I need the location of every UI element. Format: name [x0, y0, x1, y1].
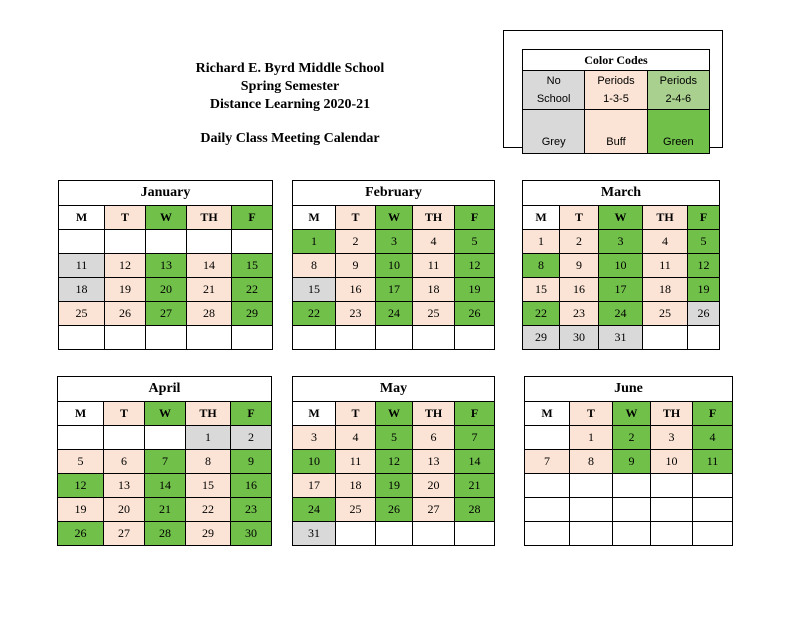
weekday-header: F — [455, 206, 495, 230]
day-cell: 2 — [231, 426, 272, 450]
day-cell — [376, 326, 413, 350]
day-cell: 5 — [376, 426, 413, 450]
day-cell — [413, 326, 455, 350]
day-cell: 31 — [293, 522, 336, 546]
day-cell: 28 — [187, 302, 232, 326]
calendar-january — [58, 180, 273, 350]
day-cell — [232, 230, 273, 254]
day-cell: 18 — [336, 474, 376, 498]
month-title: January — [59, 181, 273, 206]
weekday-header: TH — [187, 206, 232, 230]
day-cell: 10 — [293, 450, 336, 474]
week-row — [293, 474, 495, 498]
day-cell: 18 — [643, 278, 688, 302]
day-cell: 20 — [146, 278, 187, 302]
day-cell — [455, 326, 495, 350]
day-cell: 19 — [455, 278, 495, 302]
day-cell: 18 — [59, 278, 105, 302]
day-cell — [376, 522, 413, 546]
day-cell: 1 — [186, 426, 231, 450]
day-cell — [59, 326, 105, 350]
weekday-header: TH — [651, 402, 693, 426]
weekday-header: W — [599, 206, 643, 230]
legend-grey-line2: School — [536, 93, 571, 105]
day-cell — [105, 326, 146, 350]
day-cell: 24 — [599, 302, 643, 326]
day-cell: 25 — [413, 302, 455, 326]
day-cell: 4 — [413, 230, 455, 254]
month-title: June — [525, 377, 733, 402]
day-cell — [613, 474, 651, 498]
month-title: February — [293, 181, 495, 206]
legend-title: Color Codes — [523, 50, 710, 71]
semester-label: Spring Semester — [240, 79, 340, 94]
calendar-title: Daily Class Meeting Calendar — [200, 131, 380, 146]
day-cell: 8 — [523, 254, 560, 278]
day-cell: 3 — [651, 426, 693, 450]
day-cell — [293, 326, 336, 350]
day-cell: 6 — [104, 450, 145, 474]
weekday-header: M — [58, 402, 104, 426]
day-cell: 7 — [455, 426, 495, 450]
day-cell: 24 — [376, 302, 413, 326]
week-row — [525, 498, 733, 522]
weekday-header: M — [293, 402, 336, 426]
weekday-header: T — [336, 402, 376, 426]
day-cell: 12 — [455, 254, 495, 278]
day-cell: 3 — [599, 230, 643, 254]
week-row — [59, 278, 273, 302]
weekday-header: W — [376, 402, 413, 426]
day-cell: 15 — [523, 278, 560, 302]
day-cell — [145, 426, 186, 450]
weekday-header: M — [523, 206, 560, 230]
day-cell: 8 — [186, 450, 231, 474]
weekday-header: T — [570, 402, 613, 426]
day-cell: 16 — [560, 278, 599, 302]
week-row — [59, 230, 273, 254]
day-cell — [643, 326, 688, 350]
color-codes-legend — [503, 30, 723, 148]
week-row — [523, 326, 720, 350]
program-label: Distance Learning 2020-21 — [209, 97, 371, 112]
day-cell: 7 — [145, 450, 186, 474]
day-cell: 14 — [455, 450, 495, 474]
week-row — [59, 302, 273, 326]
day-cell: 29 — [523, 326, 560, 350]
calendar-march — [522, 180, 720, 350]
day-cell: 26 — [455, 302, 495, 326]
legend-buff-swatch: Buff — [585, 110, 647, 154]
day-cell: 11 — [336, 450, 376, 474]
week-row — [293, 326, 495, 350]
day-cell: 29 — [186, 522, 231, 546]
day-cell: 1 — [570, 426, 613, 450]
day-cell: 22 — [186, 498, 231, 522]
day-cell: 22 — [523, 302, 560, 326]
day-cell: 13 — [413, 450, 455, 474]
day-cell — [693, 474, 733, 498]
weekday-header: F — [232, 206, 273, 230]
day-cell: 2 — [560, 230, 599, 254]
day-cell: 15 — [293, 278, 336, 302]
day-cell — [146, 230, 187, 254]
week-row — [293, 254, 495, 278]
weekday-header: M — [293, 206, 336, 230]
day-cell — [570, 522, 613, 546]
week-row — [58, 450, 272, 474]
week-row — [523, 278, 720, 302]
day-cell — [570, 498, 613, 522]
day-cell: 10 — [651, 450, 693, 474]
day-cell — [58, 426, 104, 450]
weekday-header: TH — [413, 402, 455, 426]
day-cell — [59, 230, 105, 254]
weekday-header: W — [613, 402, 651, 426]
day-cell: 4 — [336, 426, 376, 450]
day-cell: 20 — [104, 498, 145, 522]
legend-buff-line1: Periods — [597, 75, 635, 87]
day-cell: 30 — [560, 326, 599, 350]
weekday-header: M — [525, 402, 570, 426]
day-cell — [232, 326, 273, 350]
week-row — [58, 498, 272, 522]
day-cell: 12 — [688, 254, 720, 278]
day-cell — [146, 326, 187, 350]
day-cell: 5 — [58, 450, 104, 474]
day-cell: 13 — [146, 254, 187, 278]
week-row — [293, 498, 495, 522]
legend-green-swatch: Green — [647, 110, 709, 154]
day-cell: 1 — [293, 230, 336, 254]
weekday-header: W — [376, 206, 413, 230]
school-name: Richard E. Byrd Middle School — [195, 61, 385, 76]
day-cell: 22 — [293, 302, 336, 326]
weekday-header: T — [104, 402, 145, 426]
day-cell: 21 — [145, 498, 186, 522]
day-cell — [651, 522, 693, 546]
day-cell: 31 — [599, 326, 643, 350]
week-row — [525, 522, 733, 546]
month-title: May — [293, 377, 495, 402]
week-row — [59, 254, 273, 278]
day-cell: 17 — [376, 278, 413, 302]
day-cell — [525, 498, 570, 522]
day-cell — [613, 498, 651, 522]
day-cell — [455, 522, 495, 546]
weekday-header: T — [560, 206, 599, 230]
day-cell: 28 — [455, 498, 495, 522]
week-row — [293, 302, 495, 326]
legend-buff-line2: 1-3-5 — [603, 93, 629, 105]
day-cell: 17 — [293, 474, 336, 498]
day-cell: 23 — [560, 302, 599, 326]
week-row — [293, 230, 495, 254]
day-cell: 19 — [376, 474, 413, 498]
week-row — [525, 450, 733, 474]
title-block — [170, 60, 410, 148]
week-row — [58, 474, 272, 498]
day-cell: 23 — [231, 498, 272, 522]
day-cell: 27 — [104, 522, 145, 546]
day-cell: 23 — [336, 302, 376, 326]
day-cell: 29 — [232, 302, 273, 326]
legend-green-line1: Periods — [659, 75, 697, 87]
week-row — [523, 302, 720, 326]
week-row — [293, 426, 495, 450]
day-cell — [651, 498, 693, 522]
legend-grey-swatch: Grey — [523, 110, 585, 154]
day-cell — [187, 230, 232, 254]
day-cell: 14 — [145, 474, 186, 498]
day-cell: 3 — [376, 230, 413, 254]
legend-green-desc — [647, 71, 709, 110]
day-cell — [104, 426, 145, 450]
weekday-header: T — [336, 206, 376, 230]
day-cell: 26 — [376, 498, 413, 522]
day-cell: 11 — [413, 254, 455, 278]
day-cell: 9 — [560, 254, 599, 278]
day-cell: 26 — [688, 302, 720, 326]
day-cell — [688, 326, 720, 350]
month-title: March — [523, 181, 720, 206]
week-row — [525, 474, 733, 498]
day-cell: 10 — [376, 254, 413, 278]
day-cell — [336, 326, 376, 350]
day-cell — [613, 522, 651, 546]
day-cell: 15 — [232, 254, 273, 278]
day-cell — [105, 230, 146, 254]
week-row — [58, 426, 272, 450]
legend-grey-line1: No — [546, 75, 561, 87]
day-cell: 3 — [293, 426, 336, 450]
day-cell: 19 — [58, 498, 104, 522]
day-cell: 14 — [187, 254, 232, 278]
day-cell: 8 — [293, 254, 336, 278]
day-cell: 21 — [187, 278, 232, 302]
weekday-header: F — [693, 402, 733, 426]
weekday-header: M — [59, 206, 105, 230]
calendar-june — [524, 376, 733, 546]
day-cell — [570, 474, 613, 498]
weekday-header: F — [231, 402, 272, 426]
day-cell: 9 — [613, 450, 651, 474]
week-row — [523, 230, 720, 254]
day-cell: 2 — [613, 426, 651, 450]
day-cell — [187, 326, 232, 350]
day-cell: 19 — [105, 278, 146, 302]
week-row — [58, 522, 272, 546]
day-cell: 15 — [186, 474, 231, 498]
day-cell: 22 — [232, 278, 273, 302]
weekday-header: T — [105, 206, 146, 230]
day-cell — [525, 474, 570, 498]
day-cell: 25 — [643, 302, 688, 326]
legend-green-line2: 2-4-6 — [665, 93, 692, 105]
day-cell: 26 — [105, 302, 146, 326]
day-cell: 12 — [58, 474, 104, 498]
day-cell: 5 — [688, 230, 720, 254]
day-cell — [336, 522, 376, 546]
calendar-april — [57, 376, 272, 546]
calendar-may — [292, 376, 495, 546]
day-cell: 16 — [336, 278, 376, 302]
day-cell: 18 — [413, 278, 455, 302]
week-row — [293, 522, 495, 546]
weekday-header: F — [455, 402, 495, 426]
day-cell: 25 — [336, 498, 376, 522]
day-cell: 30 — [231, 522, 272, 546]
weekday-header: TH — [643, 206, 688, 230]
day-cell: 9 — [336, 254, 376, 278]
day-cell: 7 — [525, 450, 570, 474]
day-cell: 20 — [413, 474, 455, 498]
day-cell — [525, 426, 570, 450]
day-cell — [693, 522, 733, 546]
day-cell: 4 — [643, 230, 688, 254]
week-row — [59, 326, 273, 350]
day-cell: 24 — [293, 498, 336, 522]
day-cell: 2 — [336, 230, 376, 254]
weekday-header: TH — [413, 206, 455, 230]
week-row — [293, 450, 495, 474]
day-cell — [693, 498, 733, 522]
legend-grey-desc — [523, 71, 585, 110]
day-cell: 5 — [455, 230, 495, 254]
day-cell: 21 — [455, 474, 495, 498]
day-cell: 13 — [104, 474, 145, 498]
legend-buff-desc — [585, 71, 647, 110]
day-cell: 25 — [59, 302, 105, 326]
day-cell: 9 — [231, 450, 272, 474]
day-cell: 19 — [688, 278, 720, 302]
weekday-header: F — [688, 206, 720, 230]
day-cell: 8 — [570, 450, 613, 474]
week-row — [523, 254, 720, 278]
day-cell: 11 — [643, 254, 688, 278]
day-cell: 6 — [413, 426, 455, 450]
day-cell: 12 — [376, 450, 413, 474]
month-title: April — [58, 377, 272, 402]
day-cell: 12 — [105, 254, 146, 278]
day-cell: 10 — [599, 254, 643, 278]
week-row — [525, 426, 733, 450]
day-cell: 27 — [146, 302, 187, 326]
calendar-february — [292, 180, 495, 350]
day-cell: 1 — [523, 230, 560, 254]
day-cell: 16 — [231, 474, 272, 498]
day-cell: 28 — [145, 522, 186, 546]
day-cell: 26 — [58, 522, 104, 546]
day-cell: 27 — [413, 498, 455, 522]
day-cell: 4 — [693, 426, 733, 450]
weekday-header: W — [145, 402, 186, 426]
day-cell: 11 — [693, 450, 733, 474]
legend-table — [522, 49, 710, 154]
week-row — [293, 278, 495, 302]
weekday-header: TH — [186, 402, 231, 426]
day-cell: 17 — [599, 278, 643, 302]
day-cell — [413, 522, 455, 546]
day-cell — [525, 522, 570, 546]
day-cell: 11 — [59, 254, 105, 278]
weekday-header: W — [146, 206, 187, 230]
day-cell — [651, 474, 693, 498]
